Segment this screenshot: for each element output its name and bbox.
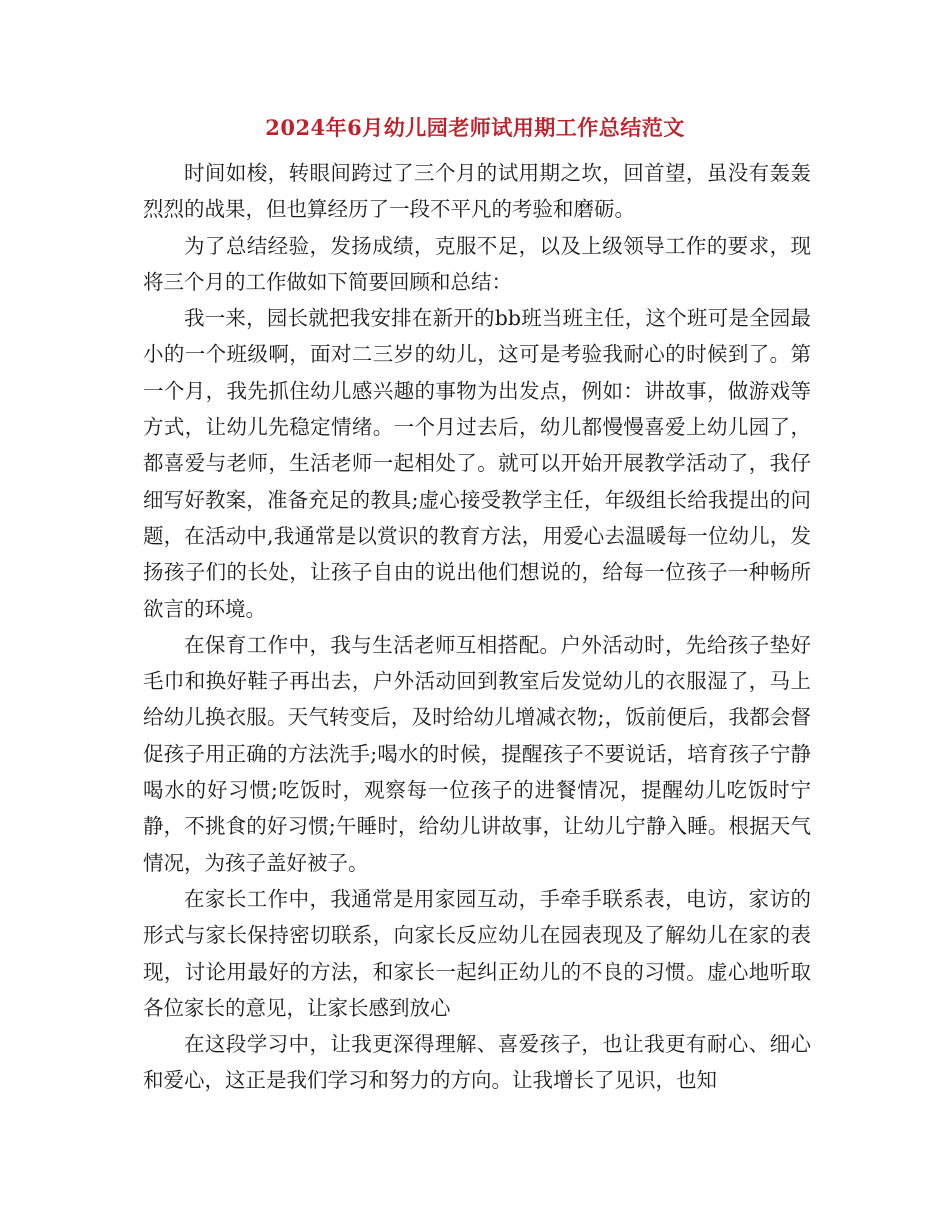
paragraph: 时间如梭，转眼间跨过了三个月的试用期之坎，回首望，虽没有轰轰烈烈的战果，但也算经历了一段不平凡的考验和磨砺。 — [143, 161, 811, 222]
document-title: 2024年6月幼儿园老师试用期工作总结范文 — [265, 115, 685, 140]
paragraph: 在家长工作中，我通常是用家园互动，手牵手联系表，电访，家访的形式与家长保持密切联系，向家长反应幼儿在园表现及了解幼儿在家的表现，讨论用最好的方法，和家长一起纠正幼儿的不良的习惯。虚心地听取各位家长的意见，让家长感到放心 — [143, 886, 811, 1020]
document-body — [143, 155, 811, 1099]
paragraph: 我一来，园长就把我安排在新开的bb班当班主任，这个班可是全园最小的一个班级啊，面对二三岁的幼儿，这可是考验我耐心的时候到了。第一个月，我先抓住幼儿感兴趣的事物为出发点，例如：讲故事，做游戏等方式，让幼儿先稳定情绪。一个月过去后，幼儿都慢慢喜爱上幼儿园了，都喜爱与老师，生活老师一起相处了。就可以开始开展教学活动了，我仔细写好教案，准备充足的教具;虚心接受教学主任，年级组长给我提出的问题，在活动中,我通常是以赏识的教育方法，用爱心去温暖每一位幼儿，发扬孩子们的长处，让孩子自由的说出他们想说的，给每一位孩子一种畅所欲言的环境。 — [143, 306, 811, 621]
paragraph: 在这段学习中，让我更深得理解、喜爱孩子，也让我更有耐心、细心和爱心，这正是我们学习和努力的方向。让我增长了见识，也知 — [143, 1032, 811, 1093]
paragraph: 在保育工作中，我与生活老师互相搭配。户外活动时，先给孩子垫好毛巾和换好鞋子再出去，户外活动回到教室后发觉幼儿的衣服湿了，马上给幼儿换衣服。天气转变后，及时给幼儿增减衣物;，饭前便后，我都会督促孩子用正确的方法洗手;喝水的时候，提醒孩子不要说话，培育孩子宁静喝水的好习惯;吃饭时，观察每一位孩子的进餐情况，提醒幼儿吃饭时宁静，不挑食的好习惯;午睡时，给幼儿讲故事，让幼儿宁静入睡。根据天气情况，为孩子盖好被子。 — [143, 632, 811, 875]
paragraph: 为了总结经验，发扬成绩，克服不足，以及上级领导工作的要求，现将三个月的工作做如下简要回顾和总结： — [143, 233, 811, 294]
